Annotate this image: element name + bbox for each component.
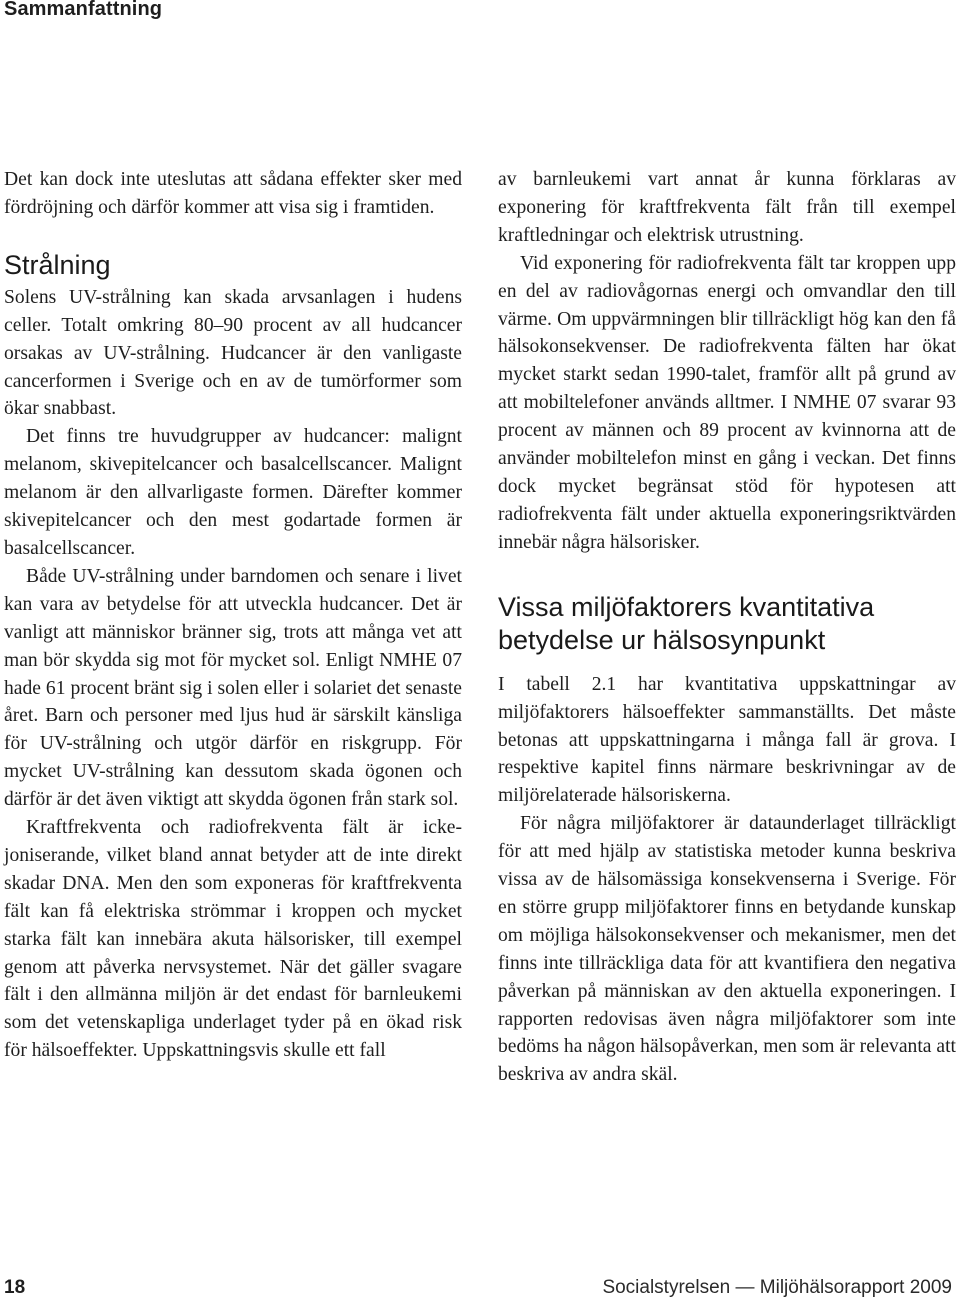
paragraph: Det kan dock inte uteslutas att sådana effekter sker med fördröjning och därför kommer att visa sig i framtiden. — [4, 169, 462, 218]
section-heading-miljofaktorer: Vissa miljöfaktorers kvantitativa betydelse ur hälsosynpunkt — [498, 591, 875, 655]
paragraph: Vid exponering för radiofrekventa fält tar kroppen upp en del av radiovågornas energi och omvandlar den till värme. Om uppvärmningen blir tillräckligt hög kan den få hälsokonsekvenser. De radiofrekventa fälten har ökat mycket starkt sedan 1990-talet, framför allt på grund av att mobiltelefoner används alltmer. I NMHE 07 svarar 93 procent av männen och 89 procent av kvinnorna att de använder mobiltelefon minst en gång i veckan. Det finns dock mycket begränsat stöd för hypotesen att radiofrekventa fält under aktuella exponeringsriktvärden innebär några hälsorisker. — [498, 252, 956, 553]
paragraph: För några miljöfaktorer är dataunderlaget tillräckligt för att med hjälp av statistiska metoder kunna beskriva vissa av de hälsomässiga konsekvenserna i Sverige. För en större grupp miljöfaktorer finns en betydande kunskap om möjliga hälsokonsekvenser och mekanismer, men det finns inte tillräckliga data för att kvantifiera den negativa påverkan på människan av den aktuella exponeringen. I rapporten redovisas även några miljöfaktorer som inte bedöms ha någon hälsopåverkan, men som är relevanta att beskriva av andra skäl. — [498, 813, 956, 1086]
paragraph: Både UV-strålning under barndomen och senare i livet kan vara av betydelse för att utveckla hudcancer. Det är vanligt att människor bränner sig, trots att många vet att man bör skydda sig mot för mycket sol. Enligt NMHE 07 hade 61 procent bränt sig i solen eller i solariet det senaste året. Barn och personer med ljus hud är särskilt känsliga för UV-strålning och utgör därför en riskgrupp. För mycket UV-strålning kan dessutom skada ögonen och därför är det även viktigt att skydda ögonen från stark sol. — [4, 565, 462, 811]
paragraph: av barnleukemi vart annat år kunna förklaras av exponering för kraftfrekventa fält från till exempel kraftledningar och elektrisk utrustning. — [498, 169, 956, 246]
paragraph: Solens UV-strålning kan skada arvsanlagen i hudens celler. Totalt omkring 80–90 procent av all hudcancer orsakas av UV-strålning. Hudcancer är den vanligaste cancerformen i Sverige och en av de tumörformer som ökar snabbast. — [4, 286, 462, 420]
page-number: 18 — [4, 1277, 26, 1298]
publication-footer: Socialstyrelsen — Miljöhälsorapport 2009 — [602, 1277, 952, 1298]
right-column — [498, 164, 956, 1089]
section-heading-stralning: Strålning — [4, 249, 111, 280]
left-column — [4, 164, 462, 1065]
running-title: Sammanfattning — [4, 0, 163, 20]
paragraph: Det finns tre huvudgrupper av hudcancer: malignt melanom, skivepitelcancer och basalcellscancer. Malignt melanom är den allvarligaste formen. Därefter kommer skivepitelcancer och den mest godartade formen är basalcellscancer. — [4, 426, 462, 559]
paragraph: Kraftfrekventa och radiofrekventa fält är ickejoniserande, vilket bland annat betyder att de inte direkt skadar DNA. Men den som exponeras för kraftfrekventa fält kan få elektriska strömmar i kroppen och mycket starka fält kan innebära akuta hälsorisker, till exempel genom att påverka nervsystemet. När det gäller svagare fält i den allmänna miljön är det endast för barnleukemi som det vetenskapliga underlaget tyder på en ökad risk för hälsoeffekter. Uppskattningsvis skulle ett fall — [4, 817, 462, 1062]
paragraph: I tabell 2.1 har kvantitativa uppskattningar av miljöfaktorers hälsoeffekter sammanställts. Det måste betonas att uppskattningarna i många fall är grova. I respektive kapitel finns närmare beskrivningar av de miljörelaterade hälsoriskerna. — [498, 673, 956, 807]
